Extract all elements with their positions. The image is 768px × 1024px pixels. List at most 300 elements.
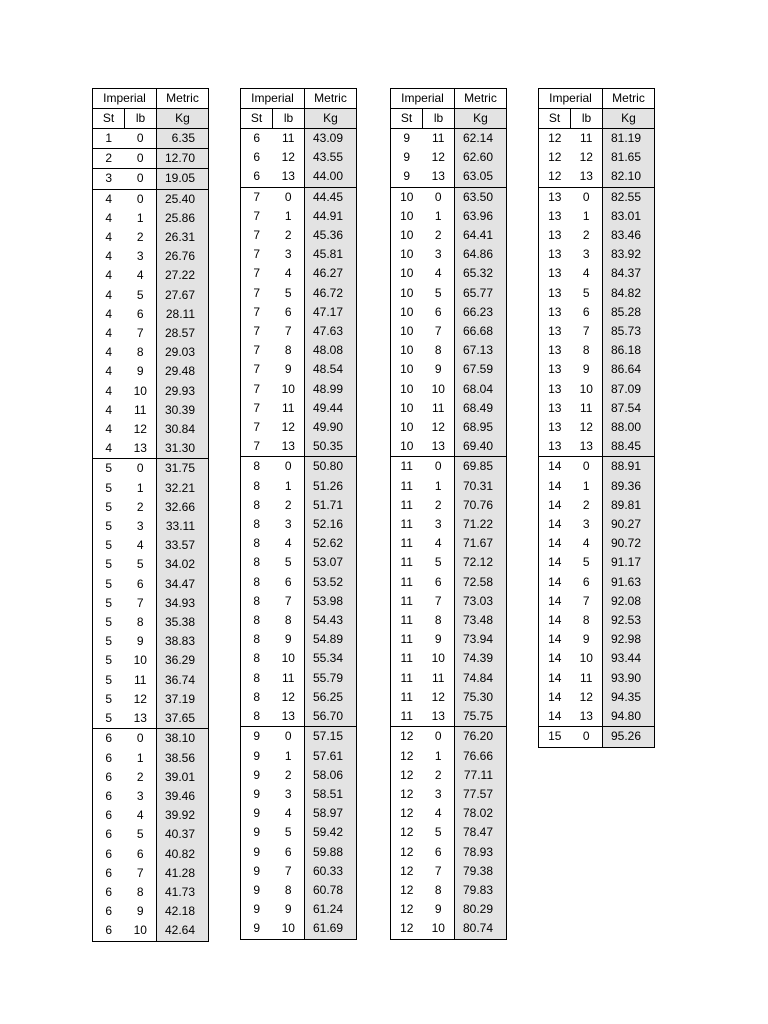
kg-cell: 87.09 xyxy=(603,380,655,399)
kg-cell: 62.60 xyxy=(455,148,507,167)
pound-cell: 7 xyxy=(571,322,603,341)
stone-cell: 5 xyxy=(93,517,125,536)
table-row xyxy=(391,688,507,707)
pound-cell: 3 xyxy=(273,515,305,534)
metric-header: Metric xyxy=(305,89,357,109)
kg-cell: 19.05 xyxy=(157,169,209,189)
table-row xyxy=(391,148,507,167)
stone-cell: 6 xyxy=(93,806,125,825)
kg-cell: 82.10 xyxy=(603,167,655,187)
stone-cell: 14 xyxy=(539,669,571,688)
stone-cell: 14 xyxy=(539,515,571,534)
pound-cell: 5 xyxy=(571,553,603,572)
kg-cell: 88.00 xyxy=(603,418,655,437)
stone-cell: 13 xyxy=(539,380,571,399)
kg-cell: 78.47 xyxy=(455,823,507,842)
stone-cell: 11 xyxy=(391,534,423,553)
stone-cell: 7 xyxy=(241,360,273,379)
kg-cell: 92.53 xyxy=(603,611,655,630)
stone-cell: 6 xyxy=(241,167,273,187)
stone-cell: 11 xyxy=(391,707,423,727)
stone-cell: 6 xyxy=(241,148,273,167)
kg-cell: 34.93 xyxy=(157,594,209,613)
table-row xyxy=(391,399,507,418)
stone-cell: 4 xyxy=(93,439,125,459)
pound-cell: 0 xyxy=(571,187,603,207)
table-row xyxy=(241,900,357,919)
pound-cell: 1 xyxy=(273,207,305,226)
table-row xyxy=(391,919,507,939)
pound-cell: 13 xyxy=(571,707,603,727)
kg-cell: 25.40 xyxy=(157,189,209,209)
pound-cell: 9 xyxy=(125,362,157,381)
stone-cell: 10 xyxy=(391,437,423,457)
kg-cell: 73.48 xyxy=(455,611,507,630)
kg-cell: 57.15 xyxy=(305,727,357,747)
table-row xyxy=(241,688,357,707)
table-row xyxy=(241,418,357,437)
table-row xyxy=(93,575,209,594)
imperial-header: Imperial xyxy=(391,89,455,109)
kg-cell: 74.39 xyxy=(455,649,507,668)
stone-cell: 4 xyxy=(93,382,125,401)
kg-cell: 71.67 xyxy=(455,534,507,553)
kg-cell: 89.36 xyxy=(603,477,655,496)
table-row xyxy=(241,707,357,727)
kg-cell: 65.77 xyxy=(455,284,507,303)
kg-cell: 75.75 xyxy=(455,707,507,727)
table-row xyxy=(539,226,655,245)
kg-header: Kg xyxy=(455,109,507,129)
table-row xyxy=(93,459,209,479)
pound-cell: 6 xyxy=(571,303,603,322)
pound-cell: 11 xyxy=(423,129,455,149)
kg-cell: 64.86 xyxy=(455,245,507,264)
kg-cell: 12.70 xyxy=(157,149,209,169)
kg-cell: 39.01 xyxy=(157,768,209,787)
pound-cell: 11 xyxy=(423,669,455,688)
stone-cell: 14 xyxy=(539,573,571,592)
table-row xyxy=(241,167,357,187)
kg-cell: 65.32 xyxy=(455,264,507,283)
kg-cell: 70.76 xyxy=(455,496,507,515)
table-row xyxy=(93,709,209,729)
kg-cell: 76.66 xyxy=(455,747,507,766)
kg-cell: 86.18 xyxy=(603,341,655,360)
pound-cell: 7 xyxy=(273,862,305,881)
kg-cell: 28.11 xyxy=(157,305,209,324)
pound-cell: 11 xyxy=(125,671,157,690)
pound-cell: 0 xyxy=(571,727,603,747)
stone-cell: 10 xyxy=(391,226,423,245)
pound-cell: 3 xyxy=(423,245,455,264)
kg-cell: 83.46 xyxy=(603,226,655,245)
table-row xyxy=(539,380,655,399)
stone-cell: 6 xyxy=(93,845,125,864)
table-row xyxy=(539,477,655,496)
kg-cell: 55.34 xyxy=(305,649,357,668)
pound-cell: 4 xyxy=(125,266,157,285)
kg-cell: 56.70 xyxy=(305,707,357,727)
pound-cell: 3 xyxy=(273,245,305,264)
table-row xyxy=(93,902,209,921)
table-row xyxy=(93,555,209,574)
stone-cell: 12 xyxy=(391,881,423,900)
table-row xyxy=(93,266,209,285)
stone-cell: 13 xyxy=(539,303,571,322)
kg-cell: 77.57 xyxy=(455,785,507,804)
stone-cell: 8 xyxy=(241,553,273,572)
table-row xyxy=(241,284,357,303)
stone-cell: 9 xyxy=(241,727,273,747)
kg-cell: 46.72 xyxy=(305,284,357,303)
pound-cell: 13 xyxy=(423,437,455,457)
kg-cell: 30.84 xyxy=(157,420,209,439)
kg-cell: 90.72 xyxy=(603,534,655,553)
pound-cell: 5 xyxy=(571,284,603,303)
pound-cell: 0 xyxy=(273,457,305,477)
table-row xyxy=(539,496,655,515)
pound-cell: 1 xyxy=(273,747,305,766)
table-row xyxy=(93,439,209,459)
pound-cell: 0 xyxy=(125,129,157,149)
table-row xyxy=(241,534,357,553)
table-row xyxy=(539,129,655,149)
pound-cell: 9 xyxy=(423,900,455,919)
stone-cell: 2 xyxy=(93,149,125,169)
stone-cell: 9 xyxy=(241,900,273,919)
stone-cell: 4 xyxy=(93,286,125,305)
stone-cell: 5 xyxy=(93,651,125,670)
kg-header: Kg xyxy=(157,109,209,129)
pound-cell: 8 xyxy=(423,611,455,630)
kg-cell: 88.45 xyxy=(603,437,655,457)
stone-cell: 9 xyxy=(241,862,273,881)
stone-cell: 9 xyxy=(241,804,273,823)
pound-cell: 7 xyxy=(571,592,603,611)
kg-cell: 37.19 xyxy=(157,690,209,709)
table-row xyxy=(241,669,357,688)
table-row xyxy=(241,515,357,534)
stone-cell: 6 xyxy=(93,883,125,902)
table-row xyxy=(539,688,655,707)
pound-cell: 2 xyxy=(125,228,157,247)
table-row xyxy=(539,418,655,437)
table-row xyxy=(391,303,507,322)
table-row xyxy=(391,129,507,149)
table-row xyxy=(391,843,507,862)
pound-cell: 9 xyxy=(423,630,455,649)
pound-cell: 13 xyxy=(125,439,157,459)
kg-cell: 76.20 xyxy=(455,727,507,747)
stone-cell: 5 xyxy=(93,671,125,690)
table-row xyxy=(241,611,357,630)
st-header: St xyxy=(93,109,125,129)
kg-cell: 70.31 xyxy=(455,477,507,496)
stone-cell: 8 xyxy=(241,707,273,727)
stone-cell: 7 xyxy=(241,303,273,322)
table-row xyxy=(93,749,209,768)
kg-cell: 44.45 xyxy=(305,187,357,207)
kg-cell: 92.08 xyxy=(603,592,655,611)
pound-cell: 1 xyxy=(423,477,455,496)
table-row xyxy=(391,477,507,496)
kg-cell: 52.62 xyxy=(305,534,357,553)
kg-cell: 54.89 xyxy=(305,630,357,649)
pound-cell: 11 xyxy=(571,399,603,418)
kg-cell: 43.55 xyxy=(305,148,357,167)
stone-cell: 9 xyxy=(241,881,273,900)
stone-cell: 14 xyxy=(539,707,571,727)
stone-cell: 6 xyxy=(93,902,125,921)
table-row xyxy=(93,845,209,864)
pound-cell: 13 xyxy=(273,437,305,457)
stone-cell: 11 xyxy=(391,457,423,477)
pound-cell: 7 xyxy=(423,322,455,341)
kg-cell: 25.86 xyxy=(157,209,209,228)
table-row xyxy=(241,380,357,399)
pound-cell: 7 xyxy=(423,592,455,611)
stone-cell: 12 xyxy=(539,129,571,149)
stone-cell: 10 xyxy=(391,245,423,264)
pound-cell: 1 xyxy=(273,477,305,496)
pound-cell: 2 xyxy=(273,226,305,245)
pound-cell: 1 xyxy=(571,207,603,226)
stone-cell: 8 xyxy=(241,592,273,611)
stone-cell: 14 xyxy=(539,649,571,668)
pound-cell: 2 xyxy=(571,496,603,515)
table-row xyxy=(391,630,507,649)
stone-cell: 8 xyxy=(241,630,273,649)
kg-cell: 91.17 xyxy=(603,553,655,572)
table-row xyxy=(539,167,655,187)
table-row xyxy=(241,843,357,862)
kg-cell: 60.78 xyxy=(305,881,357,900)
stone-cell: 4 xyxy=(93,420,125,439)
lb-header: lb xyxy=(273,109,305,129)
pound-cell: 11 xyxy=(125,401,157,420)
stone-cell: 1 xyxy=(93,129,125,149)
kg-cell: 47.63 xyxy=(305,322,357,341)
kg-cell: 83.92 xyxy=(603,245,655,264)
pound-cell: 9 xyxy=(125,902,157,921)
stone-cell: 12 xyxy=(391,900,423,919)
table-row xyxy=(539,534,655,553)
stone-cell: 13 xyxy=(539,418,571,437)
table-row xyxy=(391,360,507,379)
kg-cell: 29.48 xyxy=(157,362,209,381)
kg-cell: 91.63 xyxy=(603,573,655,592)
stone-cell: 8 xyxy=(241,515,273,534)
table-row xyxy=(391,167,507,187)
pound-cell: 7 xyxy=(125,864,157,883)
pound-cell: 1 xyxy=(125,479,157,498)
stone-cell: 6 xyxy=(93,729,125,749)
conversion-table-1 xyxy=(92,88,209,942)
table-row xyxy=(539,515,655,534)
stone-cell: 6 xyxy=(241,129,273,149)
pound-cell: 8 xyxy=(423,341,455,360)
kg-cell: 54.43 xyxy=(305,611,357,630)
kg-cell: 95.26 xyxy=(603,727,655,747)
kg-cell: 87.54 xyxy=(603,399,655,418)
stone-cell: 13 xyxy=(539,245,571,264)
stone-cell: 14 xyxy=(539,553,571,572)
pound-cell: 0 xyxy=(273,727,305,747)
stone-cell: 7 xyxy=(241,264,273,283)
pound-cell: 4 xyxy=(125,806,157,825)
table-row xyxy=(391,226,507,245)
kg-cell: 47.17 xyxy=(305,303,357,322)
stone-cell: 8 xyxy=(241,534,273,553)
kg-cell: 37.65 xyxy=(157,709,209,729)
table-row xyxy=(241,226,357,245)
stone-cell: 10 xyxy=(391,341,423,360)
stone-cell: 4 xyxy=(93,189,125,209)
pound-cell: 11 xyxy=(423,399,455,418)
kg-cell: 42.18 xyxy=(157,902,209,921)
table-row xyxy=(241,727,357,747)
table-row xyxy=(93,787,209,806)
pound-cell: 10 xyxy=(273,919,305,939)
kg-cell: 93.90 xyxy=(603,669,655,688)
kg-cell: 60.33 xyxy=(305,862,357,881)
pound-cell: 10 xyxy=(571,380,603,399)
pound-cell: 10 xyxy=(571,649,603,668)
kg-cell: 36.29 xyxy=(157,651,209,670)
table-row xyxy=(241,341,357,360)
table-row xyxy=(391,823,507,842)
stone-cell: 7 xyxy=(241,341,273,360)
stone-cell: 7 xyxy=(241,245,273,264)
pound-cell: 13 xyxy=(423,167,455,187)
kg-cell: 61.69 xyxy=(305,919,357,939)
stone-cell: 11 xyxy=(391,553,423,572)
stone-cell: 4 xyxy=(93,247,125,266)
kg-cell: 84.82 xyxy=(603,284,655,303)
stone-cell: 10 xyxy=(391,418,423,437)
pound-cell: 4 xyxy=(273,264,305,283)
stone-cell: 11 xyxy=(391,611,423,630)
table-row xyxy=(391,573,507,592)
pound-cell: 12 xyxy=(571,148,603,167)
table-row xyxy=(241,129,357,149)
pound-cell: 6 xyxy=(423,303,455,322)
kg-cell: 64.41 xyxy=(455,226,507,245)
stone-cell: 11 xyxy=(391,649,423,668)
stone-cell: 10 xyxy=(391,322,423,341)
stone-cell: 13 xyxy=(539,187,571,207)
pound-cell: 2 xyxy=(125,768,157,787)
pound-cell: 13 xyxy=(273,707,305,727)
table-row xyxy=(241,649,357,668)
stone-cell: 11 xyxy=(391,515,423,534)
kg-cell: 67.59 xyxy=(455,360,507,379)
kg-cell: 92.98 xyxy=(603,630,655,649)
table-row xyxy=(539,303,655,322)
stone-cell: 12 xyxy=(391,843,423,862)
table-row xyxy=(93,517,209,536)
conversion-table-3 xyxy=(390,88,507,940)
table-row xyxy=(391,515,507,534)
stone-cell: 4 xyxy=(93,362,125,381)
stone-cell: 15 xyxy=(539,727,571,747)
kg-cell: 45.36 xyxy=(305,226,357,245)
kg-cell: 63.96 xyxy=(455,207,507,226)
kg-cell: 39.92 xyxy=(157,806,209,825)
table-row xyxy=(241,496,357,515)
stone-cell: 8 xyxy=(241,496,273,515)
table-row xyxy=(391,611,507,630)
kg-cell: 66.68 xyxy=(455,322,507,341)
kg-cell: 49.44 xyxy=(305,399,357,418)
table-row xyxy=(93,768,209,787)
kg-cell: 72.12 xyxy=(455,553,507,572)
table-row xyxy=(93,729,209,749)
table-row xyxy=(539,553,655,572)
table-row xyxy=(539,669,655,688)
stone-cell: 13 xyxy=(539,264,571,283)
stone-cell: 9 xyxy=(241,785,273,804)
kg-cell: 78.93 xyxy=(455,843,507,862)
table-row xyxy=(391,534,507,553)
stone-cell: 14 xyxy=(539,592,571,611)
stone-cell: 13 xyxy=(539,341,571,360)
table-row xyxy=(391,862,507,881)
pound-cell: 4 xyxy=(273,534,305,553)
stone-cell: 7 xyxy=(241,418,273,437)
pound-cell: 12 xyxy=(423,418,455,437)
pound-cell: 4 xyxy=(423,534,455,553)
lb-header: lb xyxy=(125,109,157,129)
pound-cell: 13 xyxy=(571,437,603,457)
stone-cell: 10 xyxy=(391,264,423,283)
pound-cell: 5 xyxy=(273,823,305,842)
pound-cell: 8 xyxy=(273,341,305,360)
kg-cell: 46.27 xyxy=(305,264,357,283)
pound-cell: 0 xyxy=(125,459,157,479)
kg-cell: 90.27 xyxy=(603,515,655,534)
kg-cell: 51.71 xyxy=(305,496,357,515)
table-row xyxy=(241,823,357,842)
table-row xyxy=(93,921,209,941)
table-row xyxy=(93,594,209,613)
pound-cell: 11 xyxy=(273,129,305,149)
stone-cell: 9 xyxy=(391,148,423,167)
stone-cell: 14 xyxy=(539,457,571,477)
kg-cell: 69.85 xyxy=(455,457,507,477)
table-row xyxy=(93,536,209,555)
kg-cell: 32.21 xyxy=(157,479,209,498)
table-row xyxy=(93,209,209,228)
table-row xyxy=(93,286,209,305)
stone-cell: 10 xyxy=(391,187,423,207)
pound-cell: 8 xyxy=(273,881,305,900)
table-row xyxy=(93,305,209,324)
table-row xyxy=(93,189,209,209)
kg-cell: 77.11 xyxy=(455,766,507,785)
stone-cell: 12 xyxy=(539,167,571,187)
st-header: St xyxy=(539,109,571,129)
pound-cell: 5 xyxy=(423,823,455,842)
table-row xyxy=(391,457,507,477)
table-row xyxy=(539,187,655,207)
table-row xyxy=(391,804,507,823)
stone-cell: 4 xyxy=(93,324,125,343)
table-row xyxy=(241,303,357,322)
pound-cell: 11 xyxy=(273,669,305,688)
table-row xyxy=(539,148,655,167)
